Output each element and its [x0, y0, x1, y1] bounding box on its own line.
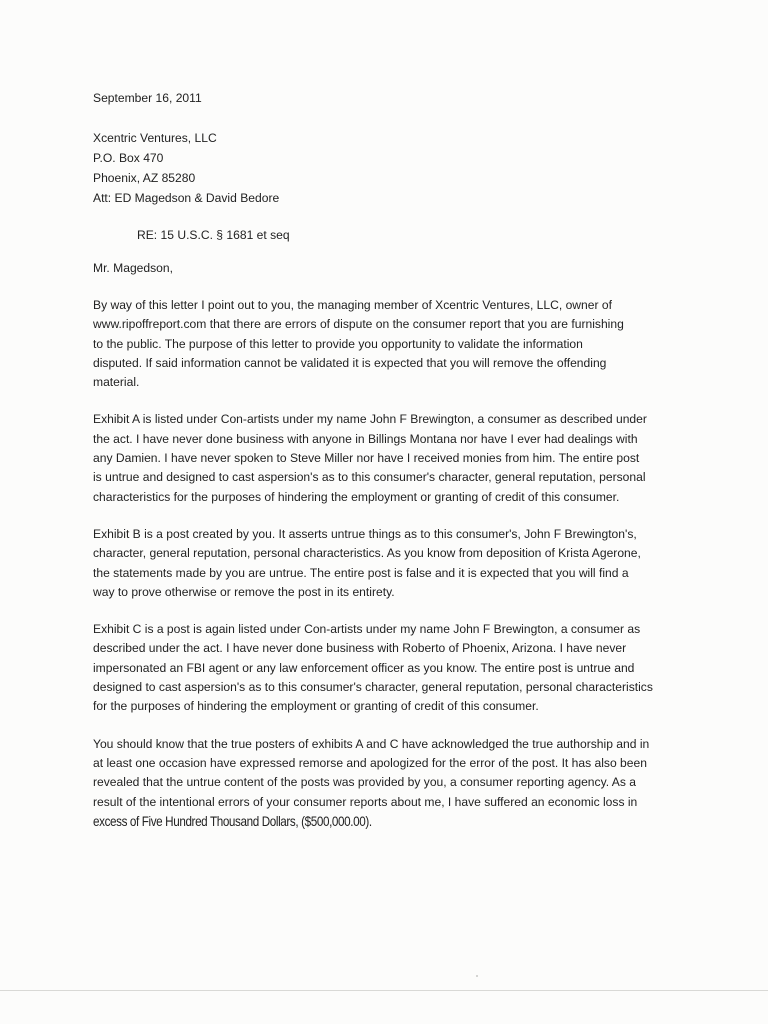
letter-body	[93, 88, 705, 849]
paragraph-line: By way of this letter I point out to you, the managing member of Xcentric Ventures, LLC, owner of	[93, 298, 612, 312]
paragraph-line: designed to cast aspersion's as to this consumer's character, general reputation, personal characteristics	[93, 680, 653, 695]
address-line: Att: ED Magedson & David Bedore	[93, 191, 280, 205]
paragraph-line: characteristics for the purposes of hindering the employment or granting of credit of this consumer.	[93, 489, 620, 504]
paragraph-line: is untrue and designed to cast aspersion's as to this consumer's character, general reputation, personal	[93, 470, 646, 485]
paragraph-line: character, general reputation, personal characteristics. As you know from deposition of Krista Agerone,	[93, 546, 641, 561]
paragraph-line: material.	[93, 375, 140, 390]
paragraph-line: the act. I have never done business with anyone in Billings Montana nor have I ever had dealings with	[93, 431, 638, 446]
paragraph-line: to the public. The purpose of this letter to provide you opportunity to validate the information	[93, 336, 583, 351]
paragraph-line: described under the act. I have never done business with Roberto of Phoenix, Arizona. I have never	[93, 641, 627, 656]
paragraph-line: way to prove otherwise or remove the post in its entirety.	[93, 584, 395, 599]
paragraph-intro	[93, 296, 705, 392]
address-line: Phoenix, AZ 85280	[93, 171, 196, 185]
paragraph-line: impersonated an FBI agent or any law enforcement officer as you know. The entire post is untrue and	[93, 660, 635, 675]
paragraph-line: Exhibit A is listed under Con-artists under my name John F Brewington, a consumer as described under	[93, 412, 647, 427]
paragraph-line: You should know that the true posters of exhibits A and C have acknowledged the true authorship and in	[93, 736, 650, 751]
scan-speck	[476, 975, 478, 977]
paragraph-exhibit-b	[93, 525, 705, 602]
paragraph-line: at least one occasion have expressed remorse and apologized for the error of the post. It has also been	[93, 755, 647, 770]
damages-amount-line: excess of Five Hundred Thousand Dollars, ($500,000.00).	[93, 813, 372, 829]
paragraph-line: www.ripoffreport.com that there are errors of dispute on the consumer report that you are furnishing	[93, 317, 624, 332]
reference-line: RE: 15 U.S.C. § 1681 et seq	[137, 228, 290, 242]
paragraph-line: for the purposes of hindering the employment or granting of credit of this consumer.	[93, 699, 539, 714]
paragraph-line: any Damien. I have never spoken to Steve Miller nor have I received monies from him. The entire post	[93, 451, 640, 466]
paragraph-line: disputed. If said information cannot be validated it is expected that you will remove the offending	[93, 355, 607, 370]
address-line: Xcentric Ventures, LLC	[93, 131, 217, 145]
paragraph-line: revealed that the untrue content of the posts was provided by you, a consumer reporting agency. As a	[93, 775, 636, 790]
paragraph-damages	[93, 735, 705, 831]
letter-date: September 16, 2011	[93, 91, 202, 105]
paragraph-exhibit-a	[93, 410, 705, 506]
recipient-address	[93, 128, 705, 208]
paragraph-line: the statements made by you are untrue. The entire post is false and it is expected that you will find a	[93, 565, 629, 580]
paragraph-exhibit-c	[93, 620, 705, 716]
address-line: P.O. Box 470	[93, 151, 164, 165]
paragraph-line: Exhibit B is a post created by you. It asserts untrue things as to this consumer's, John F Brewington's,	[93, 526, 637, 541]
paragraph-line: result of the intentional errors of your consumer reports about me, I have suffered an economic loss in	[93, 794, 638, 809]
paragraph-line: Exhibit C is a post is again listed under Con-artists under my name John F Brewington, a consumer as	[93, 622, 641, 637]
scan-edge-line	[0, 990, 768, 991]
salutation: Mr. Magedson,	[93, 261, 173, 275]
